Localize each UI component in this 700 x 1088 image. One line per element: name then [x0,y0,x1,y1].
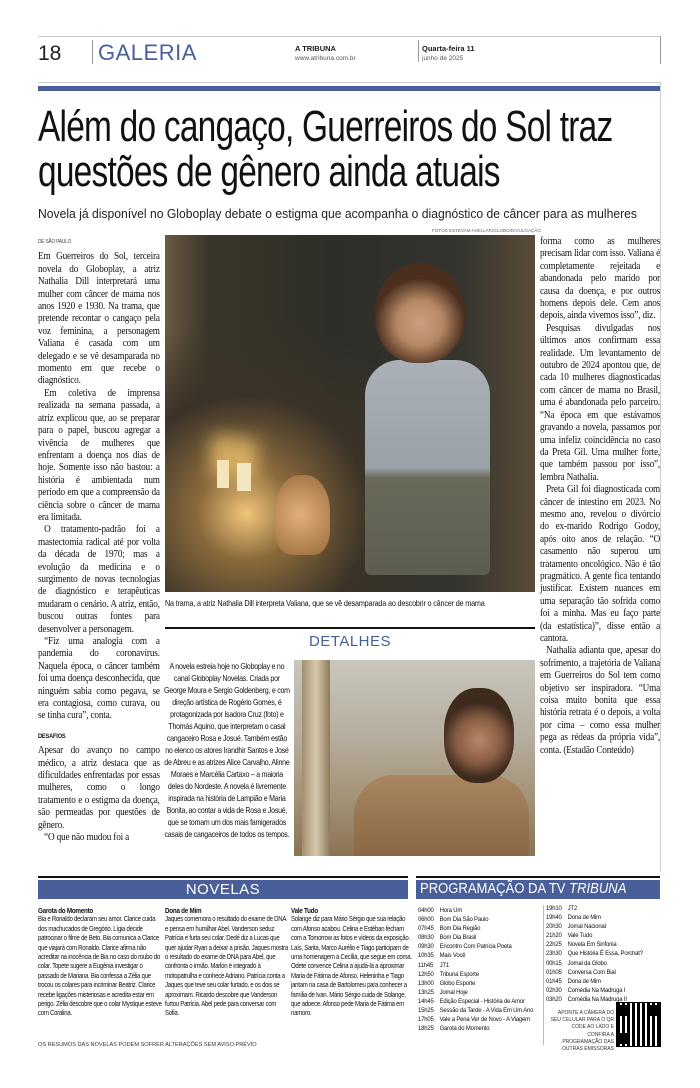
schedule-show: Sessão da Tarde - A Vida Em Um Ano [439,1007,534,1015]
paragraph: forma como as mulheres precisam lidar com isso. Valiana é completamente rejeitada e abandonada pelo marido por causa da doença, e por outros homens depois dele. Cem anos depois, ainda vivemos isso”, diz. [540,236,661,322]
paragraph: Pesquisas divulgadas nos últimos anos confirmam essa realidade. Um levantamento de outubro de 2024 apontou que, de cada 10 mulheres diagnosticadas com câncer de mama no Brasil, uma é abandonada pelo parceiro. “Na época em que estávamos gravando a novela, passamos por uma infeliz coincidência no caso da Preta Gil. Uma mulher forte, que também passou por isso”, lembra Nathalia. [540,322,661,483]
schedule-time: 13h25 [418,988,434,996]
schedule-row [418,970,540,979]
programacao-title-text: PROGRAMAÇÃO DA TV [420,881,566,897]
subheadline: Novela já disponível no Globoplay debate o estigma que acompanha o diagnóstico de câncer para as mulheres [38,206,637,221]
schedule-show: Mais Você [439,952,466,960]
schedule-show: Vale Tudo [567,932,593,940]
tv-schedule-column-1 [418,906,540,1033]
article-frame-top [38,82,661,83]
schedule-time: 00h15 [546,959,562,967]
schedule-time: 19h10 [546,905,562,912]
vase-icon [275,475,330,555]
schedule-row [546,949,659,958]
schedule-row [418,988,540,997]
schedule-time: 13h00 [418,979,434,987]
photo-tree [302,660,330,856]
qr-code-icon[interactable] [617,1003,660,1046]
schedule-time: 14h45 [418,997,434,1005]
schedule-time: 20h30 [546,923,562,931]
schedule-show: Conversa Com Bial [567,968,616,976]
schedule-row [546,913,659,922]
schedule-row [546,977,659,986]
schedule-row [546,986,659,995]
schedule-time: 12h50 [418,970,434,978]
dateline: DE SÃO PAULO [38,239,72,245]
schedule-show: Que História É Essa, Porchat? [567,950,643,958]
schedule-time: 08h30 [418,934,434,942]
details-text: A novela estreia hoje no Globoplay e no canal Globoplay Novelas. Criada por George Moura e Sergio Goldenberg, e com direção artística de Rogério Gomes, é protagonizada por Isadora Cruz (foto) e Thomás Aquino, que interpretam o casal cangaceiro Rosa e Josué. Também estão no elenco os atores Irandhir Santos e José de Abreu e as atrizes Alice Carvalho, Alinne Moraes e Marcélia Cartaxo – a maioria deles do Nordeste. A novela é livremente inspirada na história de Lampião e Maria Bonita, ao contar a vida de Rosa e Josué, que se tornam um dos mais famigerados casais de cangaceiros de todos os tempos. [164,661,290,839]
schedule-time: 19h40 [546,914,562,922]
paragraph: Preta Gil foi diagnosticada com câncer de intestino em 2023. No mesmo ano, revelou o divórcio do ex-marido Rodrigo Godoy, após oito anos de relação. “O casamento não superou um tratamento oncológico. Não é tão pragmático. A gente fica tentando justificar. Existem nuances em uma separação tão sofrida como foi a minha. Mas eu faço parte (da estatística)”, disse então a cantora. [540,484,661,644]
details-photo-isadora-cruz [294,660,535,856]
section-accent-bar [38,86,660,91]
novelas-footnote: OS RESUMOS DAS NOVELAS PODEM SOFRER ALTERAÇÕES SEM AVISO PRÉVIO [38,1042,257,1048]
schedule-show: Hora Um [439,907,463,914]
schedule-time: 03h20 [546,995,562,1003]
intertitle: DESAFIOS [38,732,66,740]
schedule-show: Comédia Na Madruga I [567,986,626,994]
schedule-row [418,1024,540,1033]
headline: Além do cangaço, Guerreiros do Sol traz questões de gênero ainda atuais [38,102,613,196]
schedule-show: Novela Em Sinfonia [567,941,617,949]
schedule-show: Jornal Nacional [567,923,606,931]
schedule-show: Garota do Momento [439,1025,490,1033]
schedule-time: 18h25 [418,1025,434,1033]
schedule-row [418,942,540,951]
header-divider [418,40,419,62]
schedule-show: Encontro Com Patrícia Poeta [439,943,512,951]
schedule-time: 21h20 [546,932,562,940]
schedule-show: Comédia Na Madruga II [567,995,627,1003]
schedule-show: Vale a Pena Ver de Novo - A Viagem [439,1016,530,1024]
schedule-row [418,979,540,988]
article-column-right [540,236,660,757]
photo-figure-head [375,263,465,363]
date-weekday: Quarta-feira 11 [422,44,475,53]
paragraph: Em coletiva de imprensa realizada na semana passada, a atriz explicou que, ao se preparar para o papel, buscou agregar a vivência de mulheres que enfrentam a doença nos dias de hoje. Somente isso não bastou: a história é ambientada num período em que a compreensão da ciência sobre o câncer de mama era limitada. [38,387,160,523]
article-column-left [38,236,160,845]
main-photo-nathalia-dill [165,235,535,592]
schedule-row [546,931,659,940]
novela-summary [291,906,415,1019]
schedule-row [418,933,540,942]
photo-credit: FOTOS ESTEVAM AVELLAR/GLOBO/DIVULGAÇÃO [432,228,542,233]
schedule-row [418,924,540,933]
paragraph: “Fiz uma analogia com a pandemia do coronavírus. Naquela época, o câncer também foi uma doença desconhecida, que ninguém sabia como pegava, se era contagiosa, como curava, ou se tinha cura”, conta. [38,636,160,722]
schedule-show: Bom Dia Brasil [439,934,477,942]
schedule-time: 15h25 [418,1007,434,1015]
schedule-time: 17h05 [418,1016,434,1024]
section-title: GALERIA [98,40,197,65]
schedule-time: 09h30 [418,943,434,951]
schedule-row [546,968,659,977]
schedule-row [418,961,540,970]
paragraph: “O que não mudou foi a [44,832,130,844]
schedule-time: 04h00 [418,907,434,914]
schedule-show: Edição Especial - História de Amor [439,997,525,1005]
novela-text: Solange diz para Mário Sérgio que sua relação com Afonso acabou. Celina e Estéban fecham com a Tomorrow as fotos e vídeos da exposição. Laís, Sarita, Marco Aurélio e Tiago participam de uma homenagem a Cecília, que segue em coma. Odete convence Celina a ajudá-la a aproximar Maria de Fátima de Afonso. Heleninha e Tiago jantam na casa de Bartolomeu para conhecer a família de Ivan. Mário Sérgio cuida de Solange, que adoece. Afonso pede Maria de Fátima em namoro. [291,915,412,1018]
schedule-row [546,940,659,949]
paragraph: O tratamento-padrão foi a mastectomia radical até por volta da década de 1970; mas a evolução da medicina e o surgimento de novas tecnologias de diagnóstico e terapêuticas mudaram o cenário. A atriz, então, buscou outras fontes para desenvolver a personagem. [38,524,160,635]
paragraph: Nathalia adianta que, apesar do sofrimento, a trajetória de Valiana em Guerreiros do Sol tem como objetivo ser inspiradora. “Uma coisa muito bonita que essa história retrata é o depois, a volta por cima – como essa mulher pega as rédeas da própria vida”, conta. (Estadão Conteúdo) [540,645,661,756]
schedule-show: JT1 [439,961,449,969]
schedule-time: 11h45 [418,961,434,969]
date-month-year: junho de 2025 [422,55,464,62]
novela-summary [38,906,162,1019]
schedule-row [418,906,540,915]
schedule-row [546,922,659,931]
schedule-time: 01h45 [546,977,562,985]
programacao-title [416,880,660,899]
header-divider [92,40,93,64]
schedule-show: Jornal Hoje [439,988,468,996]
schedule-show: Jornal da Globo [567,959,607,967]
schedule-row [546,904,659,913]
schedule-row [418,1006,540,1015]
publication-url[interactable]: www.atribuna.com.br [295,55,356,62]
photo-figure-head [444,688,514,783]
schedule-time: 10h35 [418,952,434,960]
publication-name: A TRIBUNA [295,44,336,53]
novelas-rule [38,876,408,878]
programacao-title-brand: TRIBUNA [569,881,627,897]
schedule-show: Tribuna Esporte [439,970,479,978]
programacao-rule [416,876,660,878]
schedule-time: 23h30 [546,950,562,958]
schedule-row [418,915,540,924]
schedule-show: JT2 [567,905,577,912]
schedule-divider [543,905,544,1045]
schedule-show: Bom Dia Região [439,925,481,933]
tv-schedule-column-2 [546,904,659,1004]
novela-name: Dona de Mim [165,906,202,915]
details-title: DETALHES [308,633,392,650]
candle-icon [237,463,251,491]
paragraph: Apesar do avanço no campo médico, a atriz destaca que as dificuldades enfrentadas por essas mulheres, como o longo tratamento e o estigma da doença, são permeadas por questões de gênero. [38,745,160,831]
novelas-title: NOVELAS [38,880,408,899]
schedule-row [418,997,540,1006]
novela-text: Jaques comemora o resultado do exame de DNA e pensa em humilhar Abel. Vanderson seduz Patrícia e furta seu colar. Dedé diz a Lucas que quer ajudar Ryan a deixar a prisão. Jaques mostra o resultado do exame de DNA para Abel, que confronta o irmão. Marlon é integrado à motopatrulha e conhece Adriano. Patrícia conta a Jaques que teve seu colar furtado, e os dois se aproximam. Ricardo descobre que Vanderson furtou Patrícia. Abel pede para conversar com Sofia. [165,915,288,1018]
photo-figure-body [354,775,529,856]
novela-name: Vale Tudo [291,906,318,915]
schedule-row [546,959,659,968]
schedule-time: 06h00 [418,916,434,924]
header-top-rule [38,36,660,37]
schedule-show: Bom Dia São Paulo [439,916,489,924]
schedule-time: 22h25 [546,941,562,949]
paragraph: Em Guerreiros do Sol, terceira novela do Globoplay, a atriz Nathalia Dill interpretará uma mulher com câncer de mama nos anos 1920 e 1930. Na trama, que pretende recontar o cangaço pela voz feminina, a personagem Valiana é casada com um delegado e se vê desamparada no momento em que recebe o diagnóstico. [38,251,160,387]
qr-instructions: APONTE A CÂMERA DO SEU CELULAR PARA O QR CODE AO LADO E CONFIRA A PROGRAMAÇÃO DAS OUTRAS EMISSORAS [550,1010,614,1053]
schedule-time: 01h05 [546,968,562,976]
schedule-time: 02h30 [546,986,562,994]
details-rule [165,627,535,629]
schedule-row [418,951,540,960]
photo-caption: Na trama, a atriz Nathalia Dill interpreta Valiana, que se vê desamparada ao descobrir o câncer de mama [165,598,485,608]
schedule-show: Dona de Mim [567,977,601,985]
page-number: 18 [38,42,62,65]
article-frame-right [660,82,661,872]
header-divider [660,36,661,64]
schedule-show: Dona de Mim [567,914,601,922]
schedule-time: 07h45 [418,925,434,933]
schedule-row [418,1015,540,1024]
novela-text: Bia e Ronaldo declaram seu amor. Clarice cuida dos machucados de Gregório. Lígia decide patrocinar o filme de Beto. Bia comunica a Clarice que viajará com Ronaldo. Clarice afirma não acreditar na inocência de Bia no caso do roubo do colar. Topete sugere a Eugênia investigar o passado de Mariana. Bia confessa a Zélia que trocou os colares para incriminar Beatriz. Clarice recebe ligações misteriosas e acredita estar em perigo. Zélia descobre que o colar Mystique esteve com Coralina. [38,915,162,1018]
schedule-show: Globo Esporte [439,979,476,987]
novela-name: Garota do Momento [38,906,93,915]
novela-summary [165,906,289,1019]
photo-figure-body [365,360,490,575]
candle-icon [217,460,229,488]
